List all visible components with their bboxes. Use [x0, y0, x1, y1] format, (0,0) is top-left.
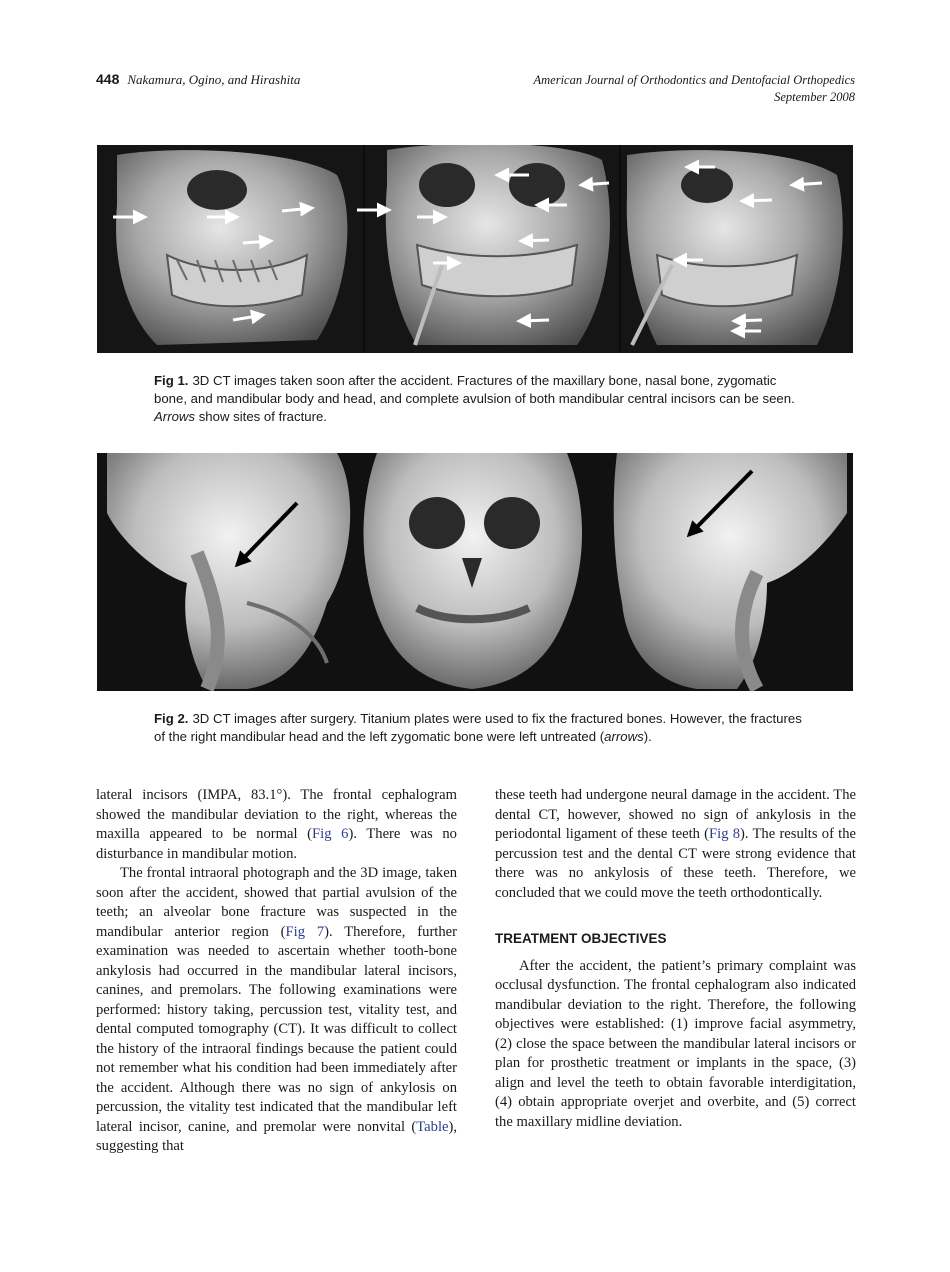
left-p1-text: lateral incisors (IMPA, 83.1°). The frontal cephalogram showed the mandibular deviation to the right, whereas the maxilla appeared to be normal (	[96, 787, 457, 842]
left-p1-text-end: ). There was no disturbance in mandibular motion.	[96, 826, 457, 862]
running-header-left	[96, 71, 300, 88]
left-paragraph-2	[96, 864, 457, 1157]
figure-1-image	[97, 145, 853, 353]
right-p1-text: these teeth had undergone neural damage in the accident. The dental CT, however, showed no sign of ankylosis in the periodontal ligament of these teeth (	[495, 787, 856, 842]
issue-date: September 2008	[774, 90, 855, 104]
figure-1-caption-italic: Arrows	[154, 409, 196, 424]
right-p1-text-end: ). The results of the percussion test and the dental CT were strong evidence that there was no ankylosis of these teeth. Therefore, we concluded that we could move the teeth orthodontically.	[495, 826, 856, 901]
right-paragraph-2: After the accident, the patient’s primary complaint was occlusal dysfunction. The frontal cephalogram also indicated mandibular deviation to the right. Therefore, the following objectives were established: (1) improve facial asymmetry, (2) close the space between the mandibular lateral incisors or plan for prosthetic treatment or implants in the space, (3) align and level the teeth to obtain favorable interdigitation, (4) obtain appropriate overjet and overbite, and (5) correct the maxillary midline deviation.	[495, 957, 856, 1130]
figure-2-image	[97, 453, 853, 691]
figure-1-label: Fig 1.	[154, 373, 189, 388]
author-list: Nakamura, Ogino, and Hirashita	[127, 72, 301, 87]
ct-skull-postsurgery-icon	[97, 453, 853, 691]
figure-2-caption-text: 3D CT images after surgery. Titanium plates were used to fix the fractured bones. However, the fractures of the right mandibular head and the left zygomatic bone were left untreated (	[154, 711, 802, 744]
figure-1-caption-end: show sites of fracture.	[195, 409, 327, 424]
figure-2-caption	[154, 710, 804, 746]
journal-title: American Journal of Orthodontics and Dentofacial Orthopedics	[533, 73, 855, 87]
fig-8-link[interactable]: Fig 8	[709, 826, 741, 842]
figure-2-caption-end: ).	[643, 729, 652, 744]
running-header-right	[534, 72, 856, 106]
fig-6-link[interactable]: Fig 6	[312, 826, 349, 842]
ct-skull-fracture-icon	[97, 145, 853, 353]
left-paragraph-1	[96, 786, 457, 864]
right-paragraph-1	[495, 786, 856, 903]
left-p2-text-mid: ). Therefore, further examination was needed to ascertain whether tooth-bone ankylosis had occurred in the mandibular lateral incisors, canines, and premolars. The following examinations were performed: history taking, percussion test, vitality test, and dental computed tomography (CT). It was difficult to collect the history of the intraoral findings because the patient could not remember what his condition had been immediately after the accident. Although there was no sign of ankylosis on percussion, the vitality test indicated that the mandibular left lateral incisor, canine, and premolar were nonvital (	[96, 923, 457, 1135]
section-heading: TREATMENT OBJECTIVES	[495, 931, 667, 946]
figure-1-caption-text: 3D CT images taken soon after the accident. Fractures of the maxillary bone, nasal bone, zygomatic bone, and mandibular body and head, and complete avulsion of both mandibular central incisors can be seen.	[154, 373, 795, 406]
left-p2-text: The frontal intraoral photograph and the 3D image, taken soon after the accident, showed that partial avulsion of the teeth; an alveolar bone fracture was suspected in the mandibular anterior region (	[96, 865, 457, 940]
left-p2-text-end: ), suggesting that	[96, 1118, 457, 1154]
figure-2-caption-italic: arrows	[604, 729, 644, 744]
page-number: 448	[96, 71, 120, 87]
right-column	[495, 786, 856, 1132]
figure-2-label: Fig 2.	[154, 711, 189, 726]
fig-7-link[interactable]: Fig 7	[285, 923, 325, 940]
left-column	[96, 786, 457, 1157]
table-link[interactable]: Table	[416, 1118, 449, 1135]
figure-1-caption	[154, 372, 804, 426]
